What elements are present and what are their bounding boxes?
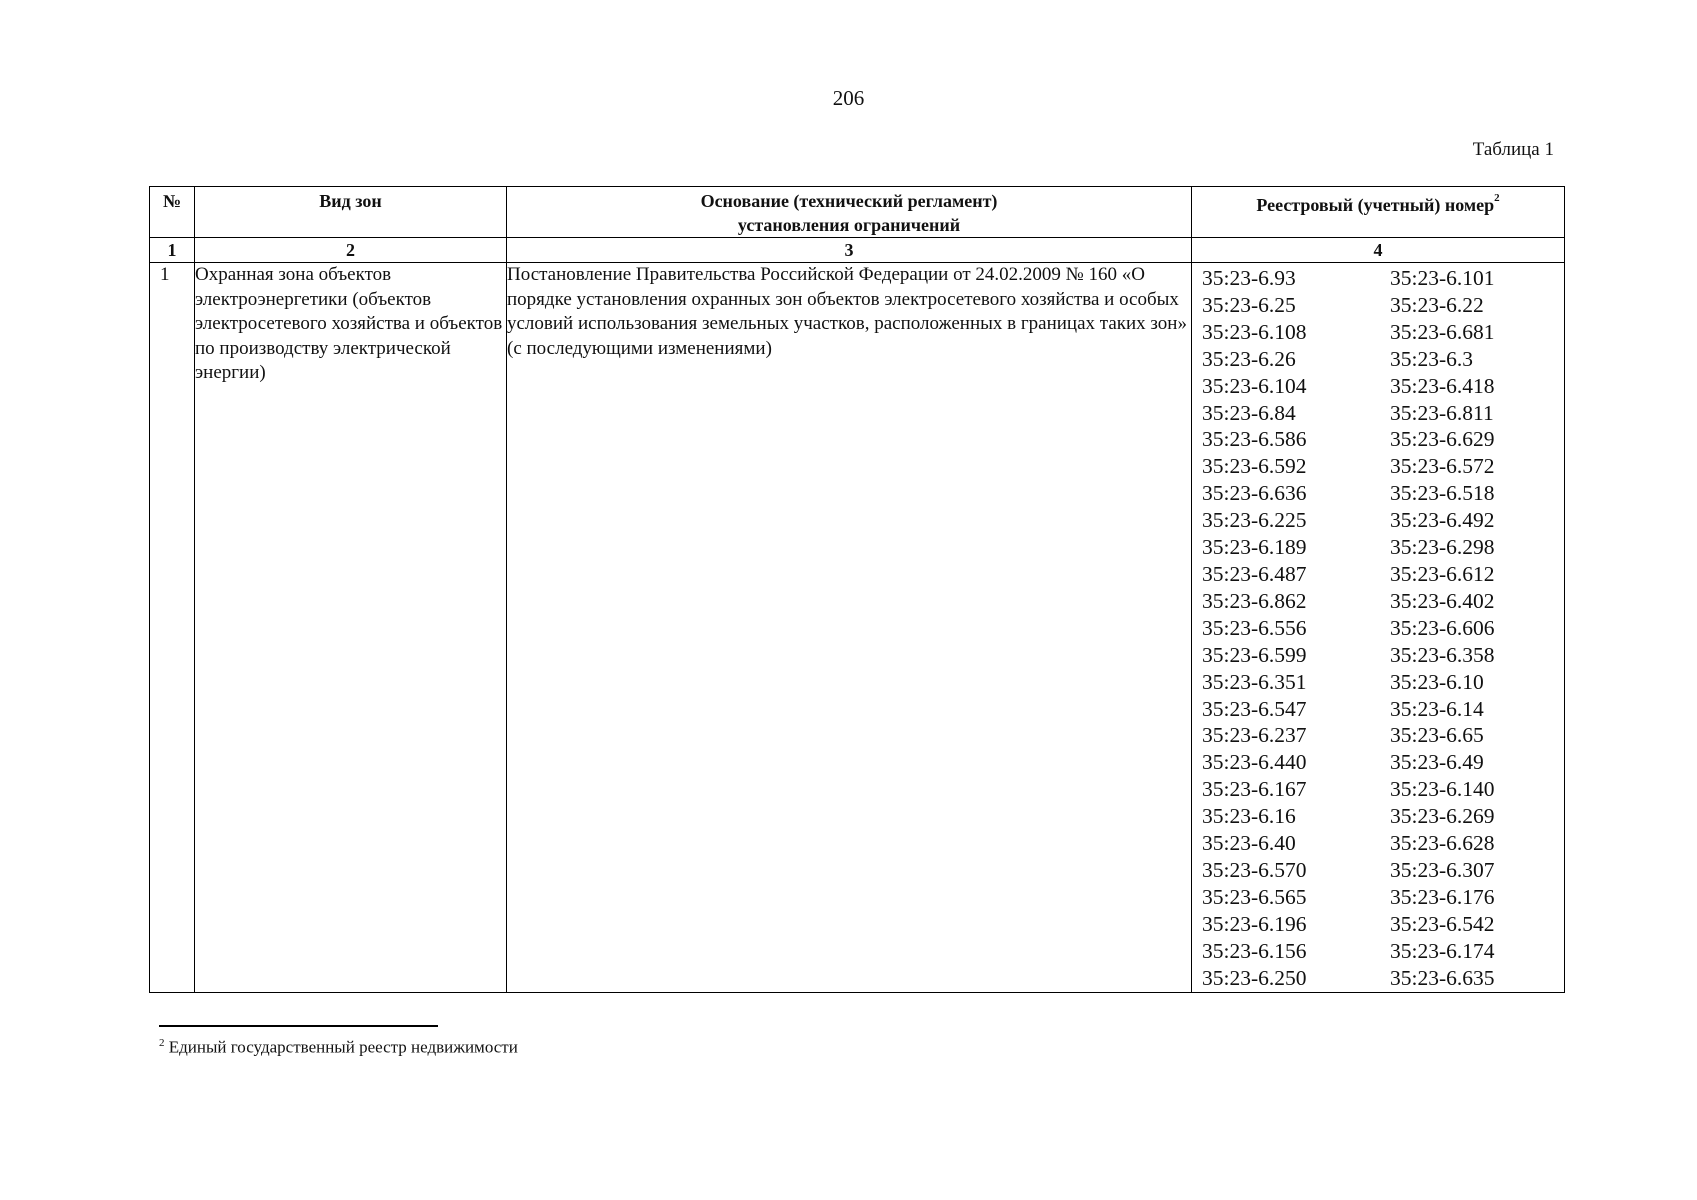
registry-number: 35:23-6.518 [1390, 481, 1495, 506]
registry-number: 35:23-6.3 [1390, 346, 1474, 371]
registry-number: 35:23-6.440 [1202, 750, 1307, 775]
registry-numbers-cell [1192, 263, 1565, 993]
footnote-text: Единый государственный реестр недвижимости [164, 1037, 518, 1057]
registry-number: 35:23-6.570 [1202, 857, 1307, 882]
registry-number: 35:23-6.174 [1390, 938, 1495, 963]
registry-number: 35:23-6.49 [1390, 750, 1484, 775]
registry-number: 35:23-6.862 [1202, 588, 1307, 613]
header-registry [1192, 187, 1565, 238]
table-caption: Таблица 1 [1472, 139, 1554, 160]
column-index: 3 [507, 238, 1192, 263]
registry-number: 35:23-6.599 [1202, 642, 1307, 667]
column-index: 4 [1192, 238, 1565, 263]
registry-number: 35:23-6.26 [1202, 346, 1296, 371]
registry-number: 35:23-6.140 [1390, 777, 1495, 802]
registry-number: 35:23-6.237 [1202, 723, 1307, 748]
registry-number: 35:23-6.811 [1390, 400, 1494, 425]
header-num: № [150, 187, 195, 238]
registry-number: 35:23-6.351 [1202, 669, 1307, 694]
registry-number: 35:23-6.101 [1390, 266, 1495, 290]
registry-number: 35:23-6.418 [1390, 373, 1495, 398]
header-registry-footnote-marker: 2 [1494, 192, 1500, 204]
registry-number: 35:23-6.612 [1390, 561, 1495, 586]
registry-numbers-grid [1192, 263, 1564, 992]
registry-number: 35:23-6.629 [1390, 427, 1495, 452]
registry-number: 35:23-6.358 [1390, 642, 1495, 667]
registry-number: 35:23-6.402 [1390, 588, 1495, 613]
table-header-row [150, 187, 1565, 238]
registry-number: 35:23-6.65 [1390, 723, 1484, 748]
header-zone-type: Вид зон [195, 187, 507, 238]
registry-number: 35:23-6.556 [1202, 615, 1307, 640]
registry-number: 35:23-6.628 [1390, 831, 1495, 856]
footnote [159, 1037, 518, 1058]
header-basis-line1: Основание (технический регламент) [700, 191, 998, 211]
basis-cell: Постановление Правительства Российской Федерации от 24.02.2009 № 160 «О порядке установления охранных зон объектов электросетевого хозяйства и особых условий использования земельных участков, расположенных в границах таких зон» (с последующими изменениями) [507, 263, 1192, 993]
registry-number: 35:23-6.547 [1202, 696, 1307, 721]
page-number: 206 [832, 86, 865, 110]
registry-number: 35:23-6.635 [1390, 965, 1495, 990]
registry-number: 35:23-6.298 [1390, 535, 1495, 560]
registry-number: 35:23-6.250 [1202, 965, 1307, 990]
registry-number: 35:23-6.269 [1390, 804, 1495, 829]
registry-number: 35:23-6.636 [1202, 481, 1307, 506]
zone-type-cell: Охранная зона объектов электроэнергетики (объектов электросетевого хозяйства и объектов по производству электрической энергии) [195, 263, 507, 993]
registry-number: 35:23-6.586 [1202, 427, 1307, 452]
registry-number: 35:23-6.156 [1202, 938, 1307, 963]
header-basis-line2: установления ограничений [737, 215, 961, 235]
header-basis [507, 187, 1192, 238]
registry-number: 35:23-6.40 [1202, 831, 1296, 856]
registry-number: 35:23-6.592 [1202, 454, 1307, 479]
registry-number: 35:23-6.225 [1202, 508, 1307, 533]
registry-number: 35:23-6.84 [1202, 400, 1296, 425]
restrictions-table [149, 186, 1565, 993]
registry-number: 35:23-6.681 [1390, 319, 1495, 344]
registry-number: 35:23-6.606 [1390, 615, 1495, 640]
registry-number: 35:23-6.542 [1390, 911, 1495, 936]
registry-number: 35:23-6.572 [1390, 454, 1495, 479]
registry-number: 35:23-6.108 [1202, 319, 1307, 344]
registry-number: 35:23-6.93 [1202, 266, 1296, 290]
registry-number: 35:23-6.189 [1202, 535, 1307, 560]
registry-number: 35:23-6.167 [1202, 777, 1307, 802]
registry-number: 35:23-6.22 [1390, 292, 1484, 317]
registry-number: 35:23-6.14 [1390, 696, 1484, 721]
registry-number: 35:23-6.16 [1202, 804, 1296, 829]
registry-number: 35:23-6.492 [1390, 508, 1495, 533]
registry-number: 35:23-6.196 [1202, 911, 1307, 936]
registry-number: 35:23-6.487 [1202, 561, 1307, 586]
registry-number: 35:23-6.307 [1390, 857, 1495, 882]
table-row [150, 263, 1565, 993]
registry-number: 35:23-6.565 [1202, 884, 1307, 909]
column-index: 1 [150, 238, 195, 263]
registry-number: 35:23-6.25 [1202, 292, 1296, 317]
registry-number: 35:23-6.10 [1390, 669, 1484, 694]
registry-number: 35:23-6.104 [1202, 373, 1307, 398]
row-number: 1 [150, 263, 195, 993]
footnote-separator [159, 1025, 438, 1027]
column-index: 2 [195, 238, 507, 263]
footnote-marker: 2 [159, 1037, 165, 1049]
column-index-row [150, 238, 1565, 263]
registry-number: 35:23-6.176 [1390, 884, 1495, 909]
header-registry-label: Реестровый (учетный) номер [1256, 195, 1495, 215]
